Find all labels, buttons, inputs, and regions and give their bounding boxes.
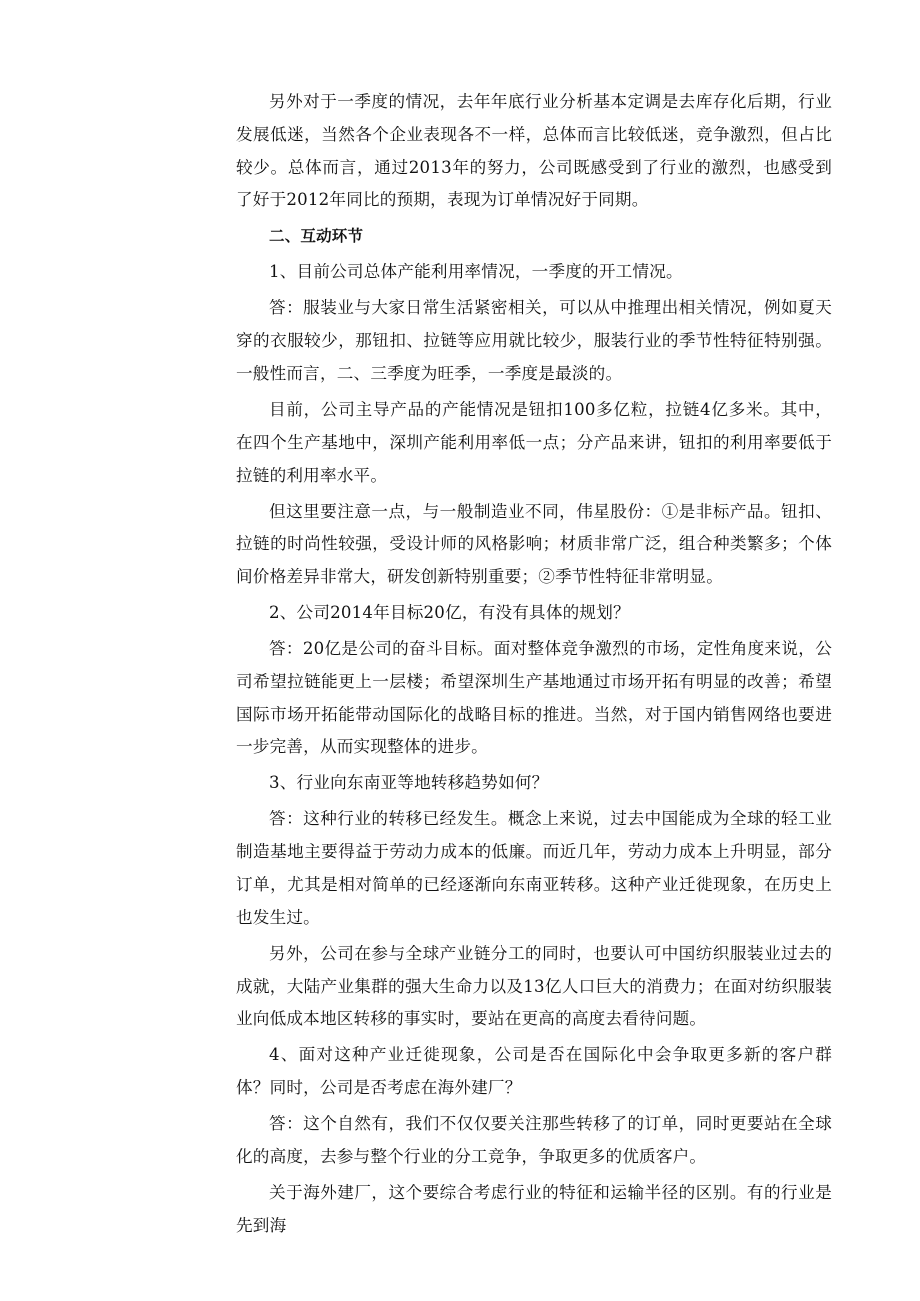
question-3: 3、行业向东南亚等地转移趋势如何？ [269, 773, 549, 793]
answer-4-part-2: 关于海外建厂，这个要综合考虑行业的特征和运输半径的区别。有的行业是先到海 [236, 1182, 832, 1235]
question-1: 1、目前公司总体产能利用率情况，一季度的开工情况。 [269, 262, 683, 282]
document-body [236, 86, 832, 1243]
answer-4-part-1: 答：这个自然有，我们不仅仅要关注那些转移了的订单，同时更要站在全球化的高度，去参与整个行业的分工竞争，争取更多的优质客户。 [236, 1114, 832, 1166]
answer-1-part-1: 答：服装业与大家日常生活紧密相关，可以从中推理出相关情况，例如夏天穿的衣服较少，那钮扣、拉链等应用就比较少，服装行业的季节性特征特别强。一般性而言，二、三季度为旺季，一季度是最淡的。 [236, 298, 832, 383]
answer-3-part-2: 另外，公司在参与全球产业链分工的同时，也要认可中国纺织服装业过去的成就，大陆产业集群的强大生命力以及13亿人口巨大的消费力；在面对纺织服装业向低成本地区转移的事实时，要站在更高的高度去看待问题。 [236, 943, 832, 1029]
section-heading-interaction: 二、互动环节 [269, 227, 364, 246]
answer-3-part-1: 答：这种行业的转移已经发生。概念上来说，过去中国能成为全球的轻工业制造基地主要得益于劳动力成本的低廉。而近几年，劳动力成本上升明显，部分订单，尤其是相对简单的已经逐渐向东南亚转移。这种产业迁徙现象，在历史上也发生过。 [236, 809, 832, 927]
answer-1-part-2: 目前，公司主导产品的产能情况是钮扣100多亿粒，拉链4亿多米。其中，在四个生产基地中，深圳产能利用率低一点；分产品来讲，钮扣的利用率要低于拉链的利用率水平。 [236, 399, 832, 485]
paragraph-q1-overview: 另外对于一季度的情况，去年年底行业分析基本定调是去库存化后期，行业发展低迷，当然各个企业表现各不一样，总体而言比较低迷，竞争激烈，但占比较少。总体而言，通过2013年的努力，公司既感受到了行业的激烈，也感受到了好于2012年同比的预期，表现为订单情况好于同期。 [236, 92, 832, 210]
answer-1-part-3: 但这里要注意一点，与一般制造业不同，伟星股份：①是非标产品。钮扣、拉链的时尚性较强，受设计师的风格影响；材质非常广泛，组合种类繁多；个体间价格差异非常大，研发创新特别重要；②季节性特征非常明显。 [236, 501, 832, 587]
question-2: 2、公司2014年目标20亿，有没有具体的规划？ [269, 603, 630, 623]
question-4: 4、面对这种产业迁徙现象，公司是否在国际化中会争取更多新的客户群体？同时，公司是否考虑在海外建厂？ [236, 1045, 832, 1098]
answer-2: 答：20亿是公司的奋斗目标。面对整体竞争激烈的市场，定性角度来说，公司希望拉链能更上一层楼；希望深圳生产基地通过市场开拓有明显的改善；希望国际市场开拓能带动国际化的战略目标的推进。当然，对于国内销售网络也要进一步完善，从而实现整体的进步。 [236, 639, 832, 757]
